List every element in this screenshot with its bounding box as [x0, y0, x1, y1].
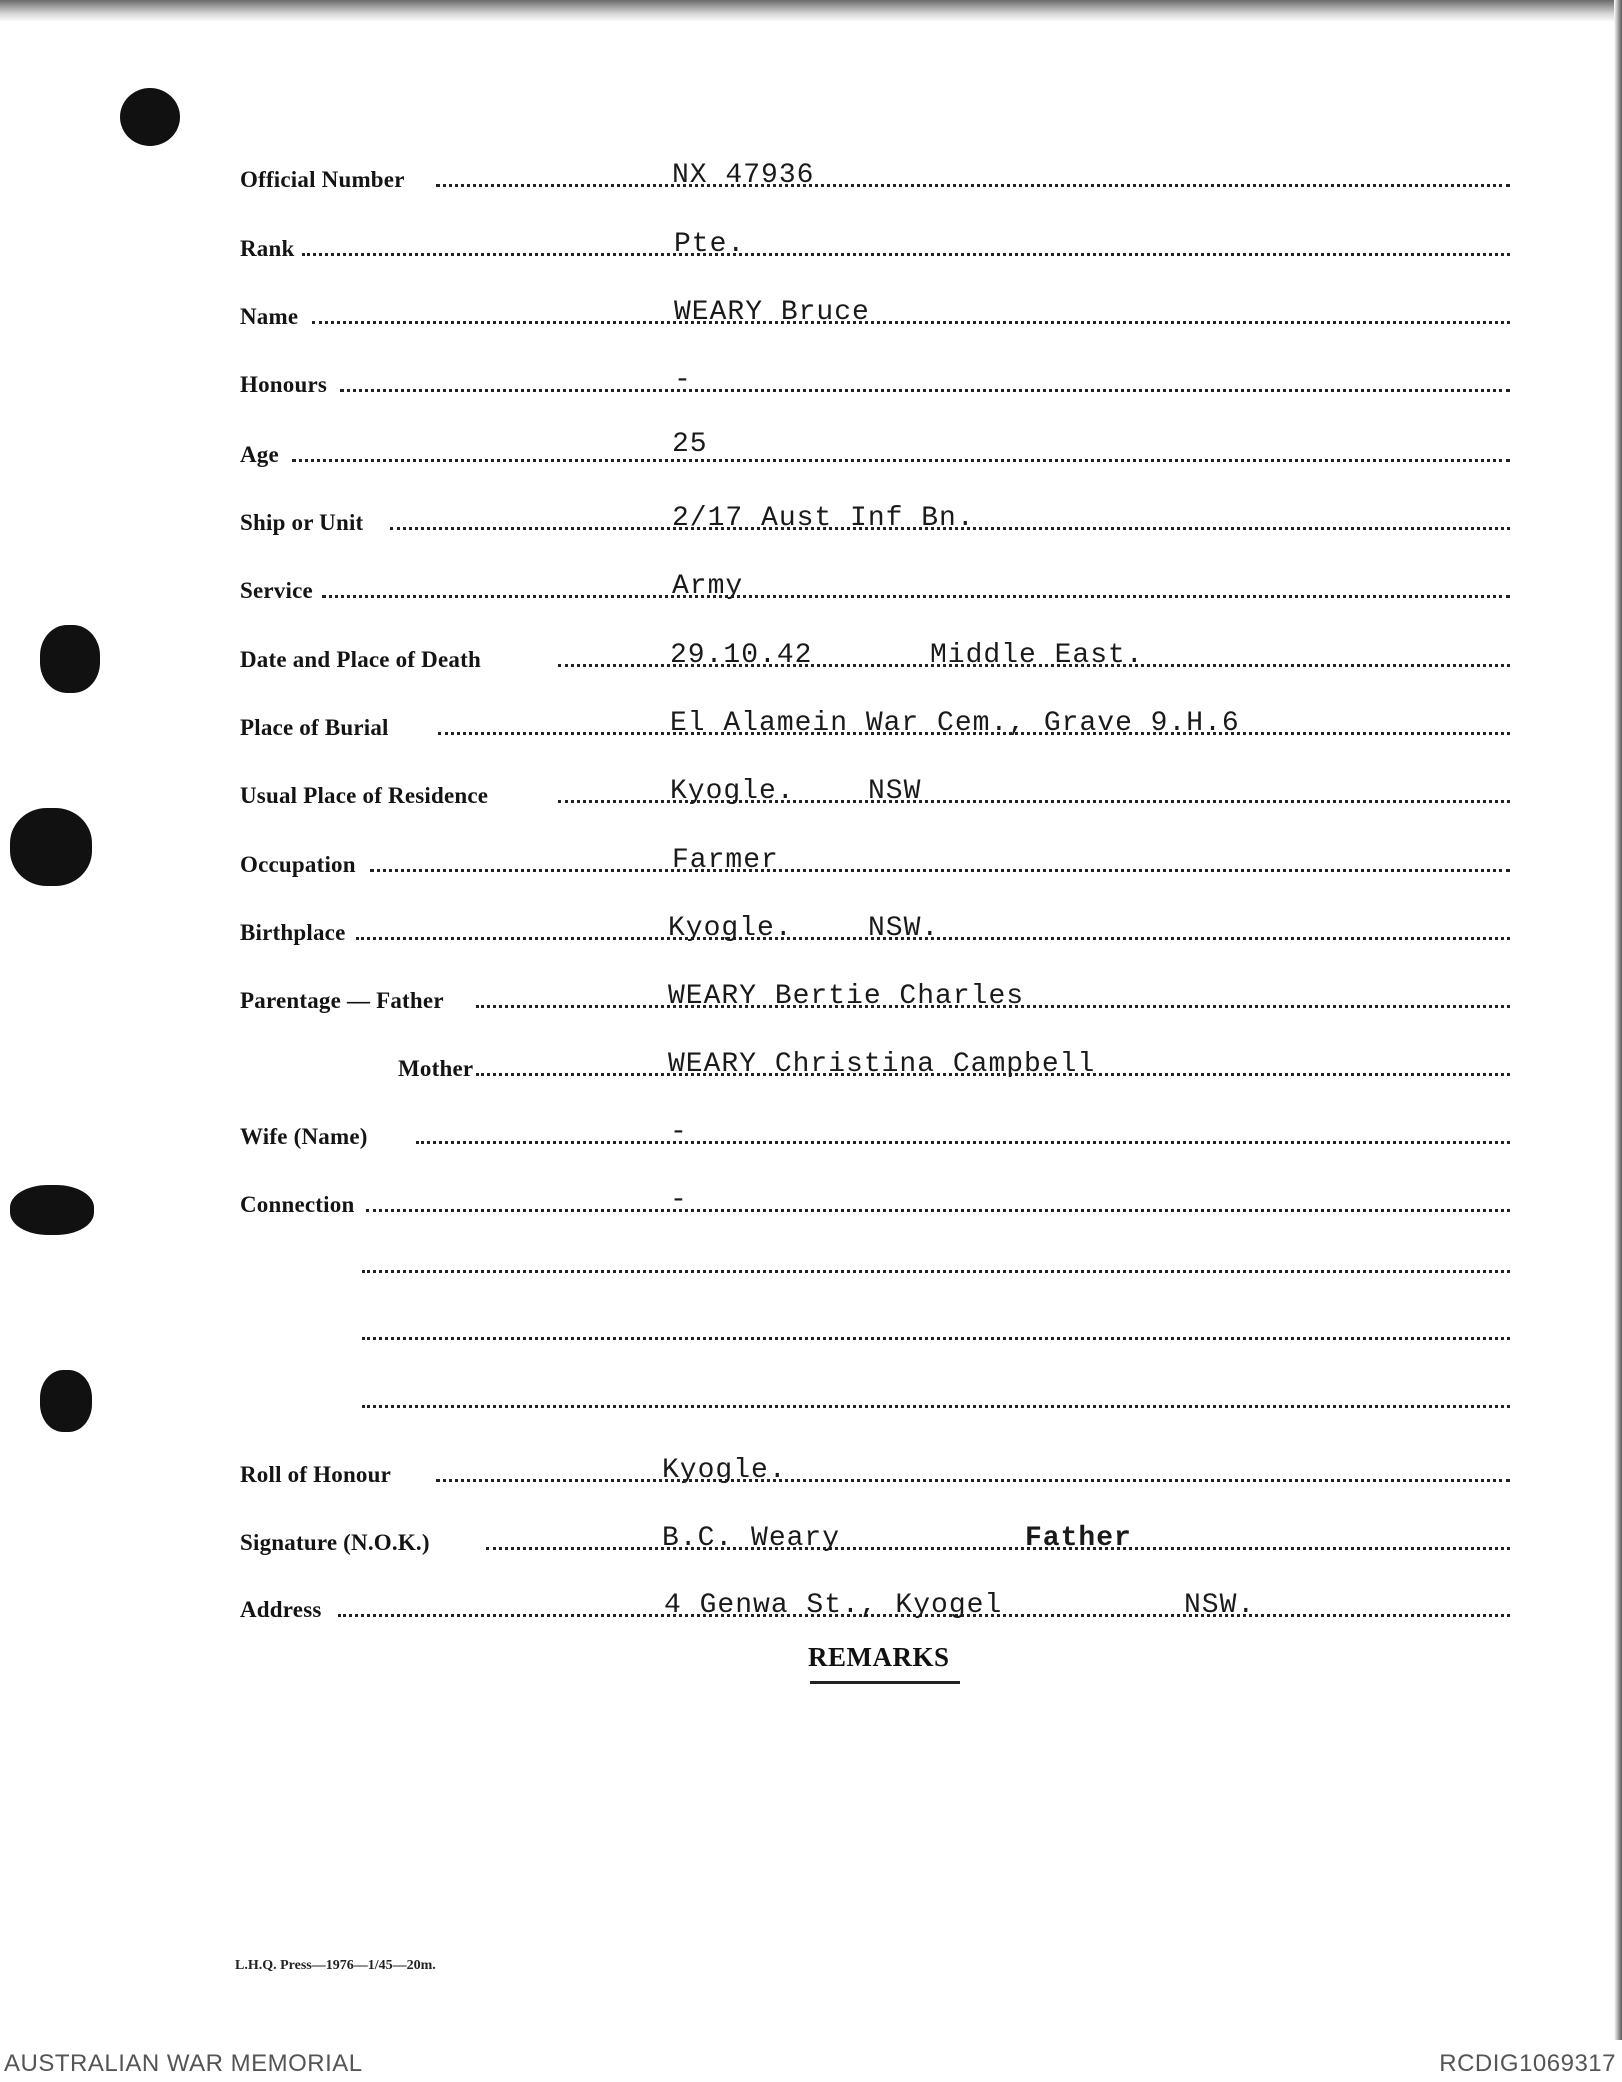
field-label: Honours [240, 372, 328, 397]
field-address [240, 1585, 1510, 1625]
field-label: Usual Place of Residence [240, 783, 489, 808]
field-value: El Alamein War Cem., Grave 9.H.6 [670, 708, 1240, 739]
printer-imprint: L.H.Q. Press—1976—1/45—20m. [235, 1958, 436, 1973]
field-value-state: NSW. [868, 913, 940, 944]
footer-record-id: RCDIG1069317 [1439, 2050, 1616, 2077]
field-value: Pte. [674, 229, 746, 260]
field-value: Kyogle. [668, 913, 793, 944]
field-value: WEARY Christina Campbell [668, 1049, 1096, 1080]
blank-dotted-line [362, 1337, 1510, 1340]
field-occupation [240, 840, 1510, 880]
dotted-line [370, 869, 1510, 872]
field-connection [240, 1180, 1510, 1220]
field-wife [240, 1112, 1510, 1152]
field-birthplace [240, 908, 1510, 948]
field-value: Kyogle. [662, 1455, 787, 1486]
field-label: Date and Place of Death [240, 647, 481, 672]
field-value: Farmer [672, 845, 779, 876]
field-ship-or-unit [240, 498, 1510, 538]
punch-hole-top [120, 88, 180, 146]
punch-hole-mark [10, 1185, 94, 1235]
field-value: WEARY Bruce [674, 297, 870, 328]
field-usual-residence [240, 771, 1510, 811]
field-value: Army [672, 571, 744, 602]
dotted-line [416, 1141, 1510, 1144]
field-label: Wife (Name) [240, 1124, 368, 1149]
dotted-line [292, 459, 1510, 462]
field-age [240, 430, 1510, 470]
field-value: 4 Genwa St., Kyogel [664, 1590, 1003, 1621]
field-label: Mother [398, 1056, 474, 1081]
field-value: - [670, 1117, 688, 1148]
field-value: 25 [672, 429, 708, 460]
field-value: - [674, 365, 692, 396]
field-value: 29.10.42 [670, 640, 813, 671]
remarks-heading: REMARKS [808, 1642, 950, 1672]
field-value: B.C. Weary [662, 1523, 841, 1554]
field-mother [240, 1044, 1510, 1084]
footer-credit: AUSTRALIAN WAR MEMORIAL [4, 2050, 363, 2077]
field-signature [240, 1518, 1510, 1558]
scan-edge-top [0, 0, 1622, 22]
field-label: Name [240, 304, 299, 329]
remarks-underline [810, 1681, 960, 1684]
field-value-state: NSW [868, 776, 922, 807]
field-value: 2/17 Aust Inf Bn. [672, 503, 975, 534]
dotted-line [486, 1547, 1510, 1550]
punch-hole-mark [40, 1370, 92, 1432]
field-label: Birthplace [240, 920, 346, 945]
field-value: - [670, 1185, 688, 1216]
field-service [240, 566, 1510, 606]
field-label: Parentage — Father [240, 988, 444, 1013]
field-label: Roll of Honour [240, 1462, 392, 1487]
blank-dotted-line [362, 1270, 1510, 1273]
punch-hole-mark [10, 808, 92, 886]
field-label: Ship or Unit [240, 510, 364, 535]
field-official-number [240, 155, 1510, 195]
field-label: Occupation [240, 852, 356, 877]
field-label: Service [240, 578, 313, 603]
field-roll-of-honour [240, 1450, 1510, 1490]
field-label: Signature (N.O.K.) [240, 1530, 430, 1555]
dotted-line [436, 184, 1510, 187]
field-value: Kyogle. [670, 776, 795, 807]
dotted-line [322, 595, 1510, 598]
field-value-state: NSW. [1184, 1590, 1256, 1621]
field-place-of-burial [240, 703, 1510, 743]
field-label: Place of Burial [240, 715, 389, 740]
blank-dotted-line [362, 1405, 1510, 1408]
field-value: WEARY Bertie Charles [668, 981, 1025, 1012]
field-father [240, 976, 1510, 1016]
field-label: Address [240, 1597, 322, 1622]
scan-edge-right [1614, 0, 1622, 2040]
field-value-relation: Father [1025, 1523, 1132, 1554]
dotted-line [366, 1209, 1510, 1212]
field-name [240, 292, 1510, 332]
dotted-line [302, 253, 1510, 256]
field-label: Connection [240, 1192, 355, 1217]
field-rank [240, 224, 1510, 264]
field-date-place-death [240, 635, 1510, 675]
field-label: Age [240, 442, 279, 467]
field-label: Official Number [240, 167, 405, 192]
punch-hole-mark [40, 625, 100, 693]
field-honours [240, 360, 1510, 400]
dotted-line [340, 389, 1510, 392]
field-value-place: Middle East. [930, 640, 1144, 671]
dotted-line [312, 321, 1510, 324]
field-value: NX 47936 [672, 160, 815, 191]
field-label: Rank [240, 236, 295, 261]
dotted-line [436, 1479, 1510, 1482]
